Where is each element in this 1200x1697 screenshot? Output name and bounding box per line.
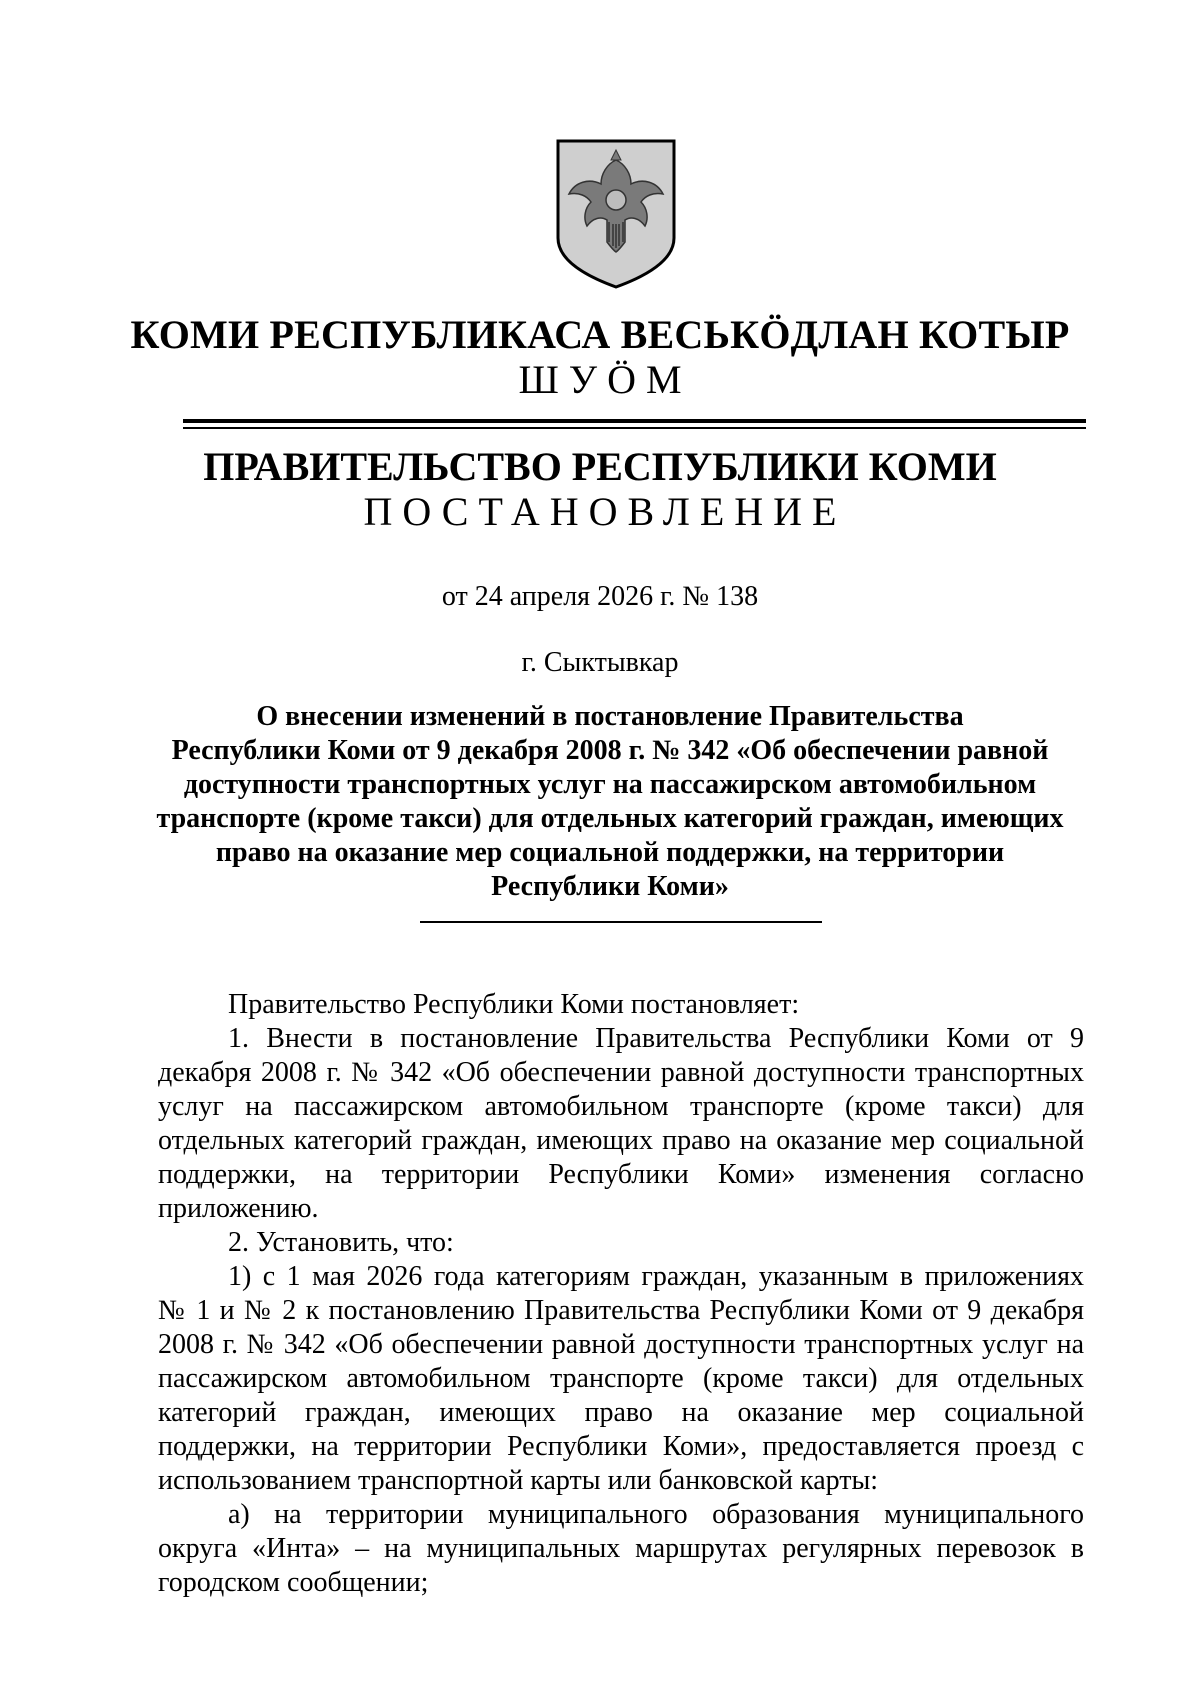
government-title: ПРАВИТЕЛЬСТВО РЕСПУБЛИКИ КОМИ [203, 444, 997, 489]
document-city: г. Сыктывкар [521, 647, 679, 678]
body-line: поддержки, на территории Республики Коми» изменения согласно [158, 1159, 1084, 1190]
document-title [150, 700, 1070, 904]
title-line: транспорте (кроме такси) для отдельных категорий граждан, имеющих [156, 803, 1064, 834]
document-body [158, 988, 1084, 1600]
title-line: право на оказание мер социальной поддержки, на территории [215, 837, 1005, 868]
body-line: поддержки, на территории Республики Коми», предоставляется проезд с [158, 1431, 1084, 1462]
body-line: пассажирском автомобильном транспорте (кроме такси) для отдельных [158, 1363, 1084, 1394]
body-line: 2008 г. № 342 «Об обеспечении равной доступности транспортных услуг на [158, 1329, 1084, 1360]
body-line: № 1 и № 2 к постановлению Правительства Республики Коми от 9 декабря [158, 1295, 1084, 1326]
komi-government-title: КОМИ РЕСПУБЛИКАСА ВЕСЬКӦДЛАН КОТЫР [130, 312, 1070, 357]
body-line: услуг на пассажирском автомобильном транспорте (кроме такси) для [158, 1091, 1084, 1122]
body-line: приложению. [158, 1193, 319, 1224]
body-line: категорий граждан, имеющих право на оказание мер социальной [158, 1397, 1084, 1428]
header-divider-thin [183, 427, 1086, 429]
resolution-label: ПОСТАНОВЛЕНИЕ [363, 489, 847, 534]
body-line: отдельных категорий граждан, имеющих право на оказание мер социальной [158, 1125, 1084, 1156]
komi-coat-of-arms-icon [555, 138, 677, 290]
title-underline [420, 921, 822, 923]
coat-of-arms [555, 138, 677, 290]
body-line: 2. Установить, что: [228, 1227, 454, 1258]
body-line: Правительство Республики Коми постановляет: [228, 989, 800, 1020]
body-line: городском сообщении; [158, 1567, 429, 1598]
body-line: 1. Внести в постановление Правительства Республики Коми от 9 [228, 1023, 1084, 1054]
header-divider-thick [183, 419, 1086, 423]
body-line: а) на территории муниципального образования муниципального [228, 1499, 1084, 1530]
title-line: О внесении изменений в постановление Правительства [256, 701, 964, 732]
title-line: доступности транспортных услуг на пассажирском автомобильном [183, 769, 1037, 800]
body-line: округа «Инта» – на муниципальных маршрутах регулярных перевозок в [158, 1533, 1084, 1564]
title-line: Республики Коми от 9 декабря 2008 г. № 342 «Об обеспечении равной [171, 735, 1049, 766]
title-line: Республики Коми» [491, 871, 729, 902]
body-line: декабря 2008 г. № 342 «Об обеспечении равной доступности транспортных [158, 1057, 1084, 1088]
body-line: 1) с 1 мая 2026 года категориям граждан, указанным в приложениях [228, 1261, 1084, 1292]
body-line: использованием транспортной карты или банковской карты: [158, 1465, 879, 1496]
komi-resolution-label: ШУӦМ [518, 357, 692, 402]
document-date-number: от 24 апреля 2026 г. № 138 [441, 581, 759, 612]
